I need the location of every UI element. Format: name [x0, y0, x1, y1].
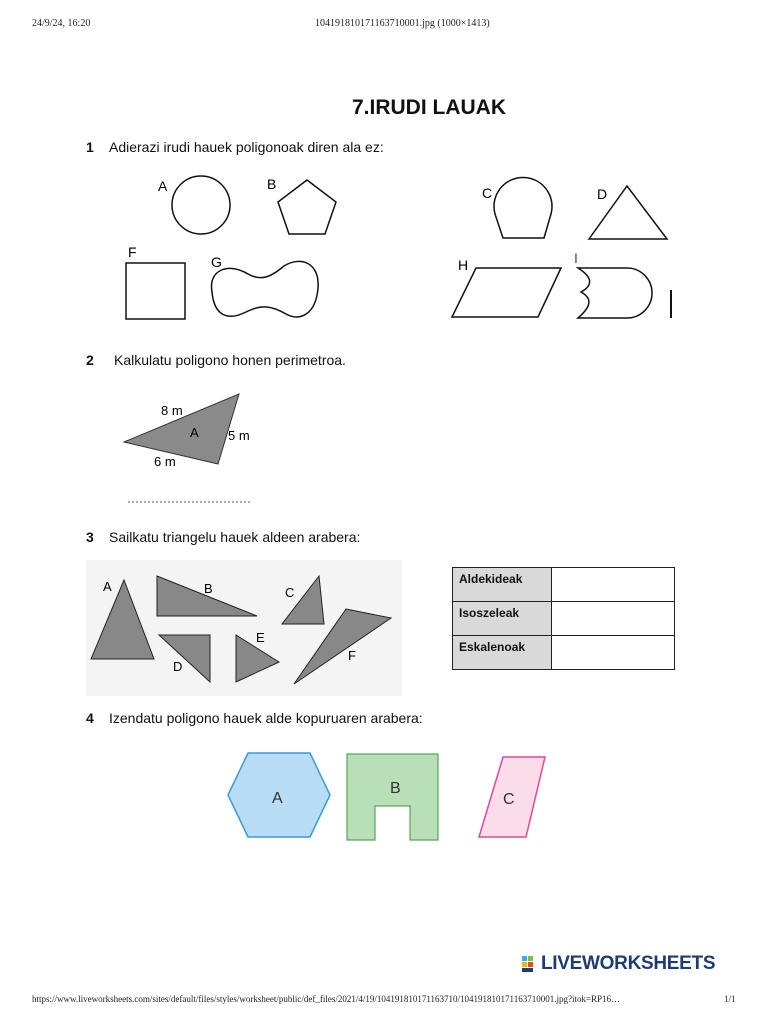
shape-a-circle [172, 176, 230, 234]
polygon-label-a: A [272, 790, 283, 807]
table-row [453, 602, 675, 636]
question-1-number: 1 [86, 139, 94, 155]
shape-label-h: H [458, 257, 469, 273]
row-label-eskalenoak: Eskalenoak [453, 636, 552, 670]
question-1-text: Adierazi irudi hauek poligonoak diren ala ez: [109, 139, 384, 155]
polygon-b-u-shape [347, 754, 438, 840]
question-4-polygons [0, 745, 768, 850]
triangle-label-a: A [190, 425, 199, 440]
triangle-label-b: B [204, 581, 213, 596]
shape-label-b: B [267, 176, 277, 192]
triangle-label-f: F [348, 648, 356, 663]
polygon-label-b: B [390, 780, 401, 797]
question-1-shapes [0, 170, 768, 330]
table-row [453, 636, 675, 670]
triangle-label-c: C [285, 585, 295, 600]
page-title: 7.IRUDI LAUAK [351, 96, 506, 119]
shape-label-i: I [574, 250, 578, 266]
answer-cell-aldekideak[interactable] [552, 568, 675, 602]
question-2-text: Kalkulatu poligono honen perimetroa. [114, 352, 346, 368]
shape-g-blob [211, 261, 318, 317]
print-footer-url: https://www.liveworksheets.com/sites/default/files/styles/worksheet/public/def_files/2021/4/19/104191810171163710/104191810171163710001.jpg?itok=RP16… [32, 994, 621, 1004]
triangle-label-d: D [173, 659, 183, 674]
side-label-8m: 8 m [161, 403, 183, 418]
table-row [453, 568, 675, 602]
row-label-aldekideak: Aldekideak [453, 568, 552, 602]
triangle-label-a: A [103, 579, 112, 594]
side-label-5m: 5 m [228, 428, 250, 443]
shape-b-pentagon [278, 180, 336, 234]
print-datetime: 24/9/24, 16:20 [32, 18, 91, 29]
shape-f-square [126, 263, 185, 319]
shape-label-d: D [597, 186, 608, 202]
question-3-number: 3 [86, 529, 94, 545]
liveworksheets-logo[interactable] [521, 953, 715, 975]
answer-cell-isoszeleak[interactable] [552, 602, 675, 636]
question-2-number: 2 [86, 352, 94, 368]
row-label-isoszeleak: Isoszeleak [453, 602, 552, 636]
question-2-figure [0, 385, 320, 510]
triangle-label-e: E [256, 630, 265, 645]
liveworksheets-logo-icon [521, 954, 541, 974]
side-label-6m: 6 m [154, 454, 176, 469]
shape-label-f: F [128, 244, 137, 260]
classification-table [452, 567, 675, 670]
shape-i-curved [578, 268, 652, 318]
shape-c-rounded [494, 177, 552, 238]
question-4-number: 4 [86, 710, 94, 726]
shape-label-a: A [158, 178, 168, 194]
shape-label-g: G [211, 254, 222, 270]
print-file-title: 104191810171163710001.jpg (1000×1413) [315, 18, 490, 29]
answer-cell-eskalenoak[interactable] [552, 636, 675, 670]
question-3-triangles [86, 560, 402, 696]
shape-h-parallelogram [452, 268, 561, 317]
question-4-text: Izendatu poligono hauek alde kopuruaren arabera: [109, 710, 423, 726]
print-page-number: 1/1 [724, 994, 736, 1004]
question-3-text: Sailkatu triangelu hauek aldeen arabera: [109, 529, 361, 545]
polygon-label-c: C [503, 791, 515, 808]
shape-label-c: C [482, 185, 493, 201]
liveworksheets-logo-text: LIVEWORKSHEETS [541, 953, 716, 974]
